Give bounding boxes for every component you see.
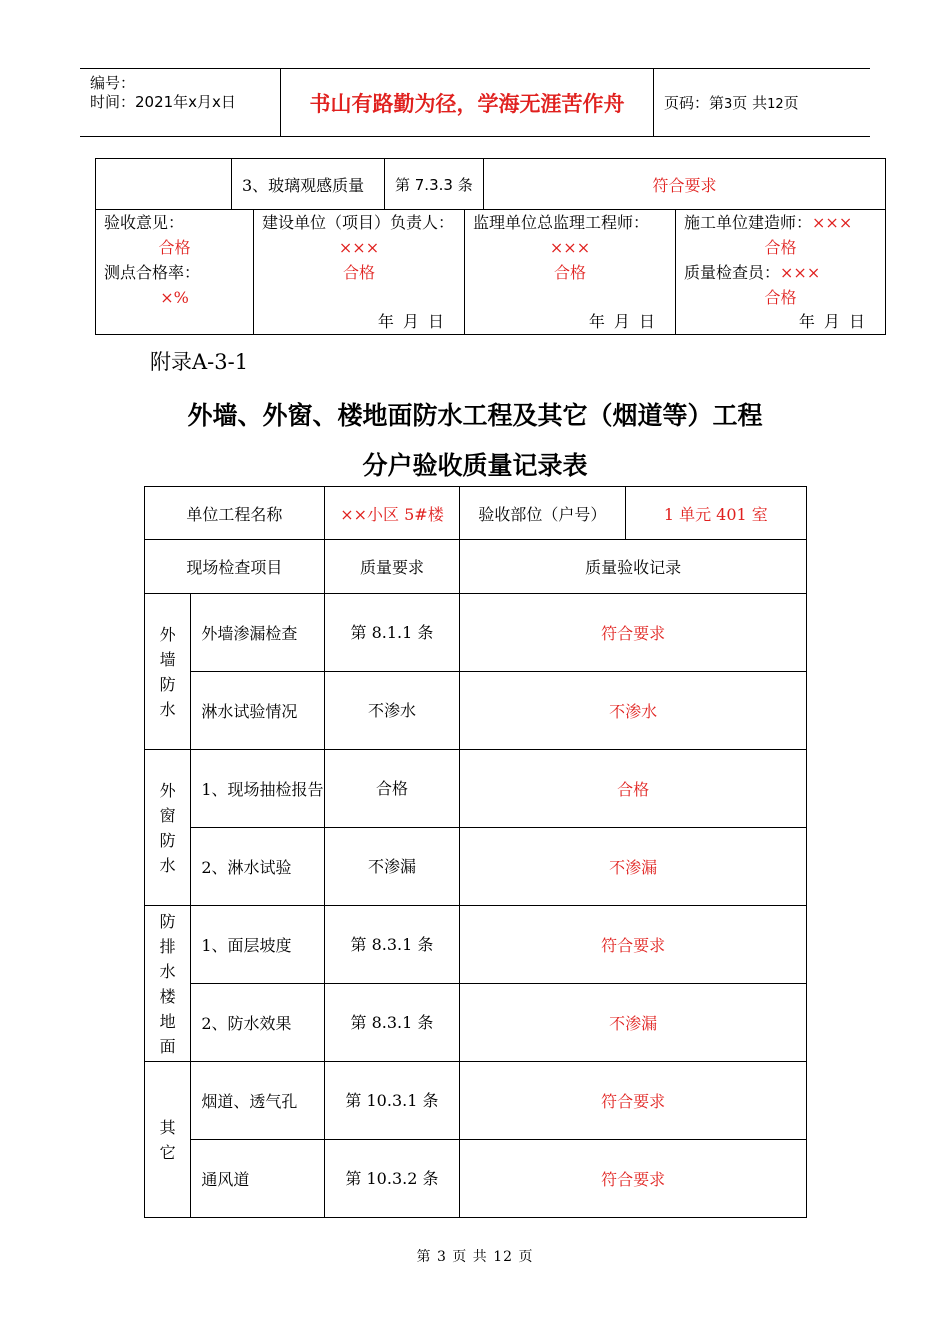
- table-row: [145, 828, 807, 906]
- part-value: 1 单元 401 室: [625, 487, 806, 540]
- header-meta: [80, 69, 281, 136]
- check-item: 外墙渗漏检查: [191, 594, 324, 672]
- check-item: 通风道: [191, 1140, 324, 1218]
- col-record-header: 质量验收记录: [460, 540, 807, 594]
- pass-rate-label: 测点合格率：: [104, 263, 201, 282]
- continued-table: [95, 158, 886, 210]
- col-req-header: 质量要求: [324, 540, 460, 594]
- group-label: 其它: [145, 1062, 191, 1218]
- top-result: 符合要求: [484, 159, 886, 210]
- table-row: [145, 750, 807, 828]
- motto: 书山有路勤为径，学海无涯苦作舟: [309, 90, 625, 116]
- owner-label: 建设单位（项目）负责人：: [262, 213, 455, 232]
- acceptance-record: 不渗漏: [460, 984, 807, 1062]
- quality-requirement: 第 8.3.1 条: [324, 906, 460, 984]
- acceptance-record: 合格: [460, 750, 807, 828]
- group-label: 防排水楼地面: [145, 906, 191, 1062]
- constructor-name: ×××: [812, 213, 853, 232]
- acceptance-record: 不渗水: [460, 672, 807, 750]
- acceptance-record: 符合要求: [460, 594, 807, 672]
- acceptance-opinion-cell: [96, 210, 254, 335]
- page-prefix: 页码：第: [664, 94, 725, 112]
- check-item: 烟道、透气孔: [191, 1062, 324, 1140]
- pass-rate-value: ×%: [160, 288, 189, 307]
- inspector-label: 质量检查员：: [684, 263, 781, 282]
- check-item: 淋水试验情况: [191, 672, 324, 750]
- unit-name-label: 单位工程名称: [145, 487, 325, 540]
- table-row: [145, 1140, 807, 1218]
- supervisor-date: 年 月 日: [588, 312, 657, 331]
- contractor-date: 年 月 日: [798, 312, 867, 331]
- check-item: 2、防水效果: [191, 984, 324, 1062]
- signature-table: [95, 209, 886, 335]
- constructor-value: 合格: [764, 238, 797, 257]
- constructor-line: [684, 210, 877, 235]
- table-row: [145, 984, 807, 1062]
- document-title-line2: 分户验收质量记录表: [362, 451, 588, 480]
- acceptance-record: 符合要求: [460, 1140, 807, 1218]
- document-title-line1: 外墙、外窗、楼地面防水工程及其它（烟道等）工程: [187, 401, 763, 430]
- header-page-cell: [654, 69, 870, 136]
- page-mid: 页 共: [732, 94, 768, 112]
- table-row: [145, 672, 807, 750]
- owner-date: 年 月 日: [377, 312, 446, 331]
- time-label: 时间：2021年x月x日: [90, 93, 236, 111]
- page-total: 12: [767, 97, 784, 112]
- col-item-header: 现场检查项目: [145, 540, 325, 594]
- inspector-value: 合格: [764, 288, 797, 307]
- table-row: [145, 487, 807, 540]
- table-row: [96, 210, 886, 335]
- unit-name-value: ××小区 5#楼: [324, 487, 460, 540]
- check-item: 1、现场抽检报告: [191, 750, 324, 828]
- header-motto-cell: [281, 69, 654, 136]
- opinion-label: 验收意见：: [104, 213, 185, 232]
- opinion-value: 合格: [158, 238, 191, 257]
- owner-value: 合格: [342, 263, 375, 282]
- owner-cell: [254, 210, 465, 335]
- acceptance-record: 符合要求: [460, 906, 807, 984]
- empty-cell: [96, 159, 232, 210]
- quality-requirement: 第 10.3.1 条: [324, 1062, 460, 1140]
- quality-requirement: 不渗漏: [324, 828, 460, 906]
- supervisor-cell: [465, 210, 676, 335]
- table-row: [145, 1062, 807, 1140]
- check-item: 2、淋水试验: [191, 828, 324, 906]
- acceptance-record: 符合要求: [460, 1062, 807, 1140]
- supervisor-name: ×××: [549, 238, 591, 257]
- table-row: [96, 159, 886, 210]
- serial-label: 编号：: [90, 74, 136, 92]
- table-header-row: [145, 540, 807, 594]
- contractor-cell: [676, 210, 886, 335]
- quality-requirement: 第 8.1.1 条: [324, 594, 460, 672]
- top-clause: 第 7.3.3 条: [385, 159, 484, 210]
- check-item: 1、面层坡度: [191, 906, 324, 984]
- table-row: [145, 906, 807, 984]
- record-table: [144, 486, 807, 1218]
- group-label: 外窗防水: [145, 750, 191, 906]
- page-footer: 第 3 页 共 12 页: [416, 1249, 534, 1265]
- page-current: 3: [724, 97, 733, 112]
- part-label: 验收部位（户号）: [460, 487, 625, 540]
- supervisor-label: 监理单位总监理工程师：: [473, 213, 650, 232]
- inspector-line: [684, 260, 877, 285]
- quality-requirement: 第 10.3.2 条: [324, 1140, 460, 1218]
- page-indicator: [654, 92, 799, 113]
- constructor-label: 施工单位建造师：: [684, 213, 813, 232]
- group-label: 外墙防水: [145, 594, 191, 750]
- quality-requirement: 第 8.3.1 条: [324, 984, 460, 1062]
- quality-requirement: 合格: [324, 750, 460, 828]
- page-header: [80, 68, 870, 137]
- acceptance-record: 不渗漏: [460, 828, 807, 906]
- table-row: [145, 594, 807, 672]
- inspector-name: ×××: [780, 263, 821, 282]
- top-item: 3、玻璃观感质量: [232, 159, 385, 210]
- quality-requirement: 不渗水: [324, 672, 460, 750]
- appendix-label: 附录A-3-1: [150, 350, 249, 374]
- owner-name: ×××: [338, 238, 380, 257]
- supervisor-value: 合格: [553, 263, 586, 282]
- page-suffix: 页: [783, 94, 799, 112]
